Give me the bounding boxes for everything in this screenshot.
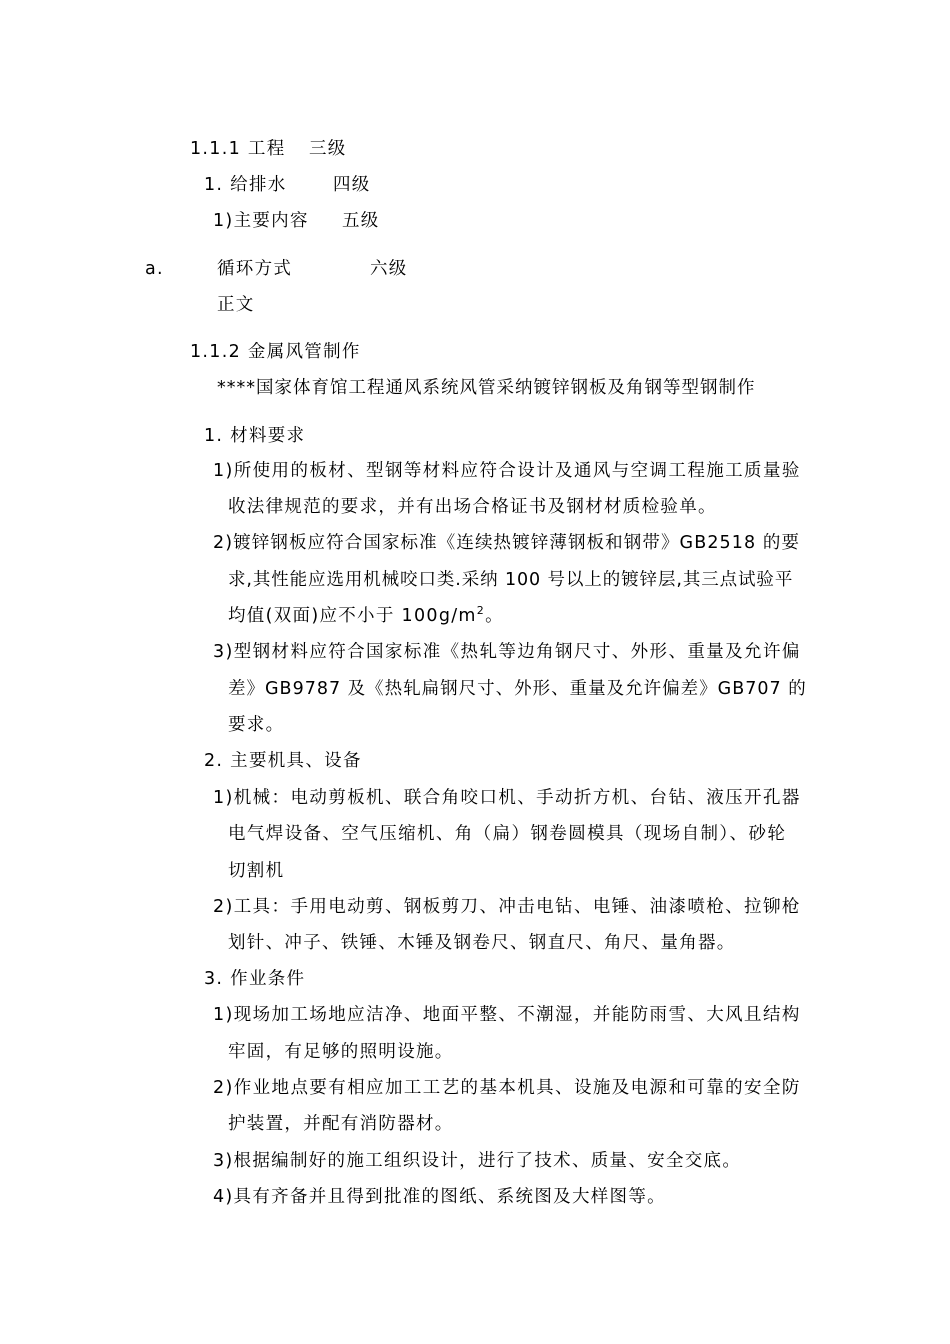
heading-level6-title: 循环方式 (217, 259, 293, 279)
heading-level5-title: 主要内容 (233, 211, 309, 231)
heading-level4-tag: 四级 (333, 175, 371, 195)
section-heading (190, 341, 361, 363)
conditions-item4: 4)具有齐备并且得到批准的图纸、系统图及大样图等。 (213, 1187, 666, 1207)
equipment-item1-line3: 切割机 (228, 861, 285, 881)
conditions-item2-line1: 2)作业地点要有相应加工工艺的基本机具、设施及电源和可靠的安全防 (213, 1078, 801, 1098)
materials-item1-line2: 收法律规范的要求，并有出场合格证书及钢材材质检验单。 (228, 497, 717, 517)
heading-level6-marker: a. (145, 259, 164, 279)
heading-level5-number: 1) (213, 211, 234, 231)
equipment-item1-line2: 电气焊设备、空气压缩机、角（扁）钢卷圆模具（现场自制）、砂轮 (228, 824, 787, 844)
conditions-item3: 3)根据编制好的施工组织设计，进行了技术、质量、安全交底。 (213, 1151, 742, 1171)
materials-item3-line3: 要求。 (228, 715, 285, 735)
equipment-item1-line1: 1)机械：电动剪板机、联合角咬口机、手动折方机、台钻、液压开孔器 (213, 788, 801, 808)
materials-item3-line1: 3)型钢材料应符合国家标准《热轧等边角钢尺寸、外形、重量及允许偏 (213, 642, 801, 662)
materials-item2-line2: 求,其性能应选用机械咬口类.采纳 100 号以上的镀锌层,其三点试验平 (228, 570, 794, 590)
superscript-2: 2 (476, 604, 486, 618)
materials-item2-line1: 2)镀锌钢板应符合国家标准《连续热镀锌薄钢板和钢带》GB2518 的要 (213, 533, 801, 553)
section-title: 金属风管制作 (247, 342, 361, 362)
materials-item2-line3 (228, 605, 504, 627)
heading-level4 (204, 174, 287, 196)
equipment-heading: 2. 主要机具、设备 (204, 751, 362, 771)
equipment-item2-line2: 划针、冲子、铁锤、木锤及钢卷尺、钢直尺、角尺、量角器。 (228, 933, 736, 953)
materials-item2-line3-text: 均值(双面)应不小于 100g/m (228, 606, 477, 626)
equipment-item2-line1: 2)工具：手用电动剪、钢板剪刀、冲击电钻、电锤、油漆喷枪、拉铆枪 (213, 897, 801, 917)
section-intro: ****国家体育馆工程通风系统风管采纳镀锌钢板及角钢等型钢制作 (217, 378, 756, 398)
conditions-item2-line2: 护装置，并配有消防器材。 (228, 1114, 454, 1134)
section-number: 1.1.2 (190, 342, 242, 362)
conditions-item1-line1: 1)现场加工场地应洁净、地面平整、不潮湿，并能防雨雪、大风且结构 (213, 1005, 801, 1025)
body-text-label: 正文 (217, 295, 255, 315)
heading-level4-number: 1. (204, 175, 224, 195)
materials-item2-line3-end: 。 (485, 606, 504, 626)
heading-level5-tag: 五级 (342, 211, 380, 231)
materials-heading: 1. 材料要求 (204, 426, 306, 446)
heading-level3-title: 工程 (247, 139, 286, 159)
heading-level3-number: 1.1.1 (190, 139, 242, 159)
conditions-item1-line2: 牢固，有足够的照明设施。 (228, 1042, 454, 1062)
heading-level5 (213, 210, 309, 232)
materials-item3-line2: 差》GB9787 及《热轧扁钢尺寸、外形、重量及允许偏差》GB707 的 (228, 679, 807, 699)
conditions-heading: 3. 作业条件 (204, 969, 306, 989)
heading-level3 (190, 138, 286, 160)
heading-level4-title: 给排水 (230, 175, 287, 195)
heading-level6-tag: 六级 (370, 259, 408, 279)
heading-level3-tag: 三级 (309, 139, 347, 159)
materials-item1-line1: 1)所使用的板材、型钢等材料应符合设计及通风与空调工程施工质量验 (213, 461, 801, 481)
